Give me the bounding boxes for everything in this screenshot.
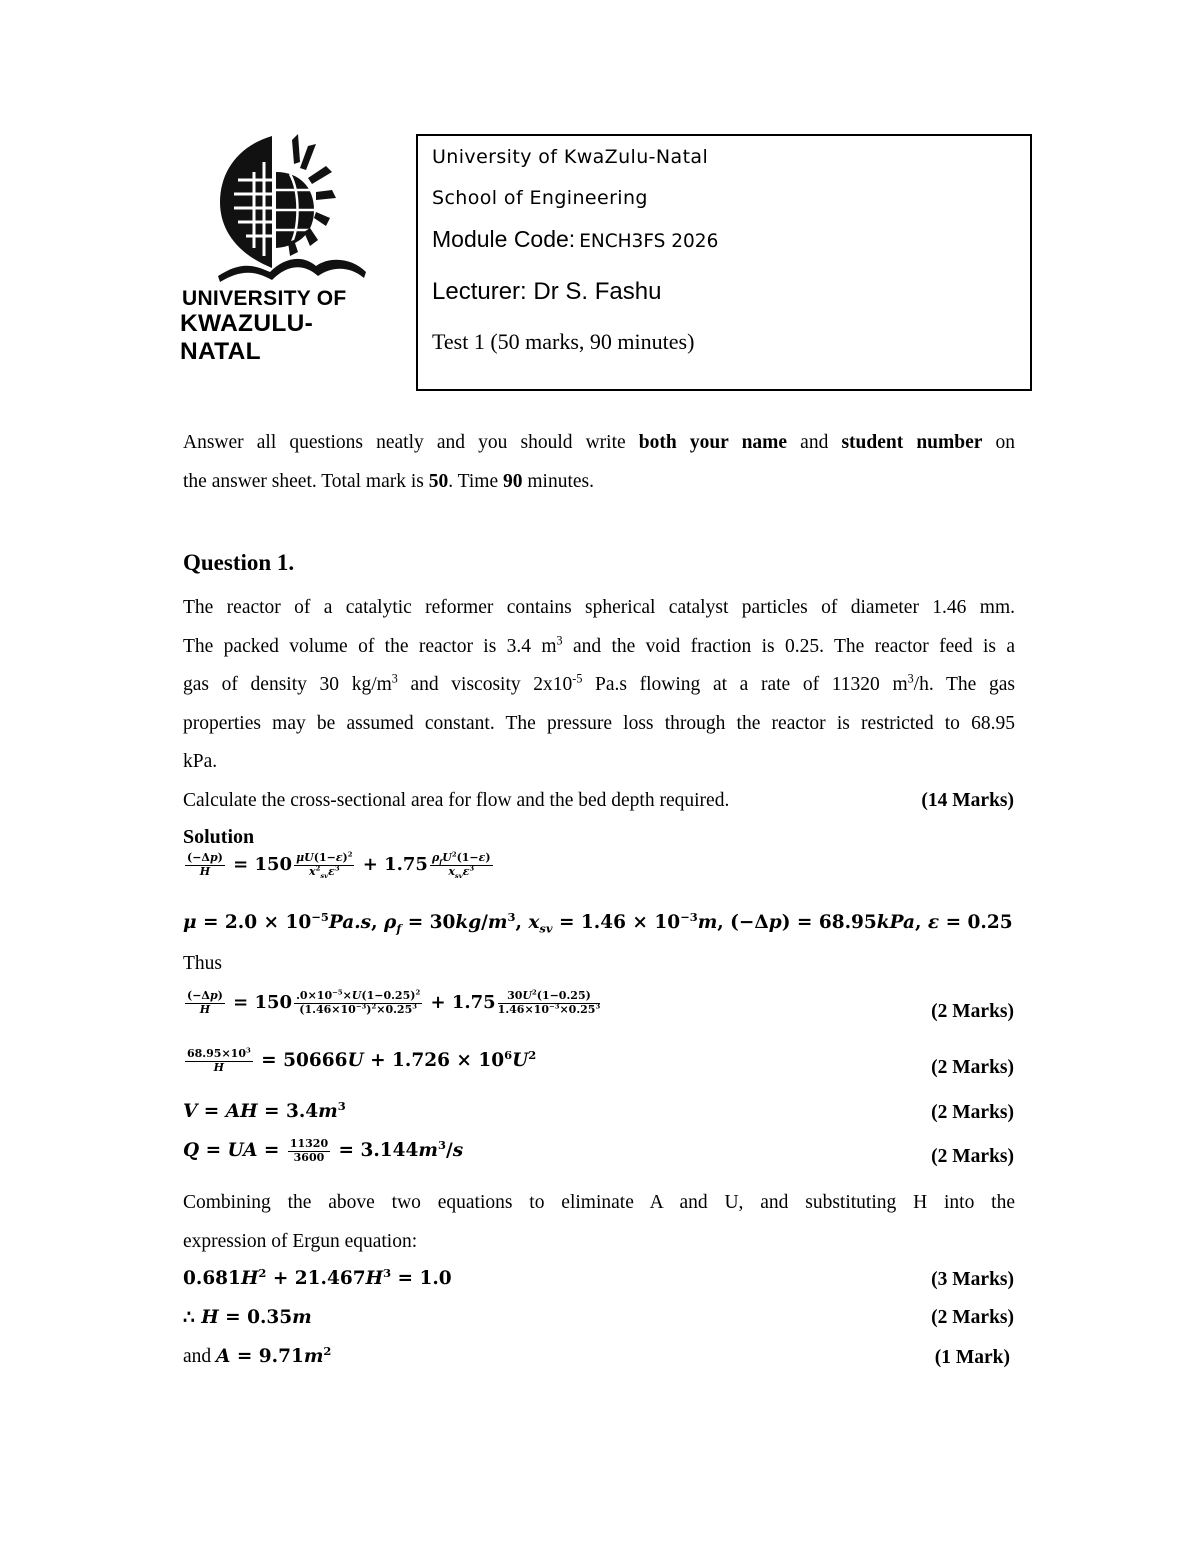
solution-title: Solution <box>183 826 255 848</box>
marks-1: (2 Marks) <box>931 1001 1014 1022</box>
ergun-equation: $\frac{(-\Delta p)}{H}$ = 150 $\frac{\mu U(1-\varepsilon)^2}{x^2_{sv}\varepsilon^3}$ + 1.75 $\frac{\rho_fU^2(1-\varepsilon)}{x_{sv}\varepsilon^3}$ <box>187 850 491 880</box>
equation-flowrate: Q = UA = $\frac{11320}{3600}$ = $3.144m^3/s$ <box>183 1137 464 1164</box>
question-line-4: properties may be assumed constant. The pressure loss through the reactor is restricted to 68.95 <box>183 712 1015 734</box>
question-line-3: gas of density 30 $kg/m^3$ and viscosity $2x10^{-5}$ Pa.s flowing at a rate of 11320 $m^3/h$. The gas <box>183 671 1015 695</box>
header-box <box>416 134 1032 391</box>
marks-2: (2 Marks) <box>931 1057 1014 1078</box>
question-line-1: The reactor of a catalytic reformer contains spherical catalyst particles of diameter 1.46 mm. <box>183 597 1015 618</box>
question-marks: (14 Marks) <box>921 790 1014 811</box>
marks-6: (2 Marks) <box>931 1307 1014 1328</box>
question-line-5: kPa. <box>183 751 218 772</box>
question-line-2: The packed volume of the reactor is 3.4 $m^3$ and the void fraction is 0.25. The reactor feed is a <box>183 633 1015 657</box>
university-name: University of KwaZulu-Natal <box>432 146 709 168</box>
substituted-equation: $\frac{(-\Delta p)}{H}$ = 150 $\frac{.0\times 10^{-5}\times U(1-0.25)^2}{(1.46\times 10^{-3})^2\times 0.25^3}$ + 1.75 $\frac{30U^2(1-0.25)}{1.46\times 10^{-3}\times 0.25^3}$ <box>187 988 601 1016</box>
thus-label: Thus <box>183 953 222 974</box>
marks-7: (1 Mark) <box>934 1347 1010 1368</box>
question-body <box>183 589 1015 820</box>
instructions-line-2: the answer sheet. Total mark is 50. Time 90 minutes. <box>183 470 594 492</box>
parameters-line: $\mu = 2.0 \times 10^{-5}Pa.s$, $\rho_f = 30kg/m^3$, $x_{sv} = 1.46 \times 10^{-3}m$, (−Δp) = 68.95kPa, ε = 0.25 <box>183 909 1013 936</box>
lecturer-name: Lecturer: Dr S. Fashu <box>432 278 662 305</box>
test-info: Test 1 (50 marks, 90 minutes) <box>432 329 695 354</box>
combining-text <box>183 1184 1015 1261</box>
result-area: and $A = 9.71m^2$ <box>183 1343 332 1367</box>
marks-3: (2 Marks) <box>931 1102 1014 1123</box>
marks-5: (3 Marks) <box>931 1269 1014 1290</box>
module-code-value: ENCH3FS 2026 <box>579 231 719 252</box>
question-title: Question 1. <box>183 550 295 575</box>
logo-text-kwazulu-natal: KWAZULU-NATAL <box>180 310 314 365</box>
school-name: School of Engineering <box>432 187 648 209</box>
result-bed-depth: ∴ H = 0.35m <box>183 1307 312 1328</box>
instructions-line-1: Answer all questions neatly and you should write both your name and student number on <box>183 432 1016 453</box>
logo-text-university-of: UNIVERSITY OF <box>182 287 347 310</box>
combining-line-1: Combining the above two equations to eliminate A and U, and substituting H into the <box>183 1192 1015 1213</box>
module-code-label: Module Code: <box>432 226 576 252</box>
equation-volume: V = AH = $3.4m^3$ <box>183 1098 346 1122</box>
and-label: and <box>183 1346 212 1367</box>
equation-cubic: $0.681H^2 + 21.467H^3 = 1.0$ <box>183 1265 452 1289</box>
combining-line-2: expression of Ergun equation: <box>183 1230 418 1252</box>
question-line-6: Calculate the cross-sectional area for flow and the bed depth required. <box>183 789 730 811</box>
instructions <box>183 424 1015 501</box>
equation-simplified: $\frac{68.95\times 10^3}{H}$ = $50666U + 1.726 \times 10^6U^2$ <box>187 1046 537 1074</box>
marks-4: (2 Marks) <box>931 1146 1014 1167</box>
module-code-line <box>432 226 718 253</box>
